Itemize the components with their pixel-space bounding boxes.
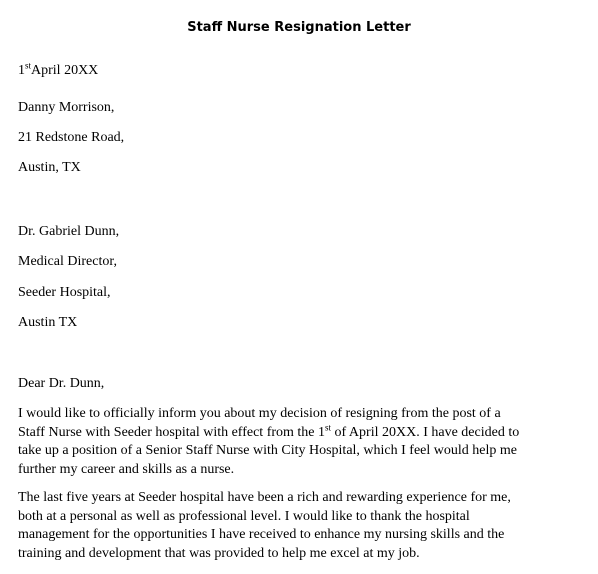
recipient-name: Dr. Gabriel Dunn, xyxy=(18,224,120,239)
date-day-suffix: st xyxy=(25,60,32,71)
paragraph-line: further my career and skills as a nurse. xyxy=(18,461,235,477)
paragraph-line: both at a personal as well as professional level. I would like to thank the hospital xyxy=(18,508,470,524)
body-paragraph-1 xyxy=(18,405,592,479)
sender-street: 21 Redstone Road, xyxy=(18,130,125,145)
sender-city: Austin, TX xyxy=(18,160,81,175)
paragraph-line: take up a position of a Senior Staff Nurse with City Hospital, which I feel would help me xyxy=(18,443,517,458)
paragraph-line: training and development that was provided to help me excel at my job. xyxy=(18,545,420,561)
paragraph-line: I would like to officially inform you about my decision of resigning from the post of a xyxy=(18,406,501,421)
superscript-suffix: st xyxy=(325,421,332,432)
paragraph-text: of April 20XX. I have decided to xyxy=(331,424,520,440)
recipient-city: Austin TX xyxy=(18,315,78,330)
paragraph-line xyxy=(18,421,592,443)
sender-name: Danny Morrison, xyxy=(18,100,115,115)
recipient-organization: Seeder Hospital, xyxy=(18,285,111,300)
letter-date xyxy=(18,62,98,80)
salutation: Dear Dr. Dunn, xyxy=(18,376,105,391)
paragraph-text: Staff Nurse with Seeder hospital with effect from the 1 xyxy=(18,424,326,440)
recipient-title: Medical Director, xyxy=(18,254,117,269)
paragraph-line: management for the opportunities I have received to enhance my nursing skills and the xyxy=(18,527,505,542)
paragraph-line: The last five years at Seeder hospital have been a rich and rewarding experience for me, xyxy=(18,490,511,505)
letter-title: Staff Nurse Resignation Letter xyxy=(187,20,411,35)
date-day: 1 xyxy=(18,63,25,78)
date-month-year: April 20XX xyxy=(31,63,99,78)
body-paragraph-2 xyxy=(18,489,592,563)
